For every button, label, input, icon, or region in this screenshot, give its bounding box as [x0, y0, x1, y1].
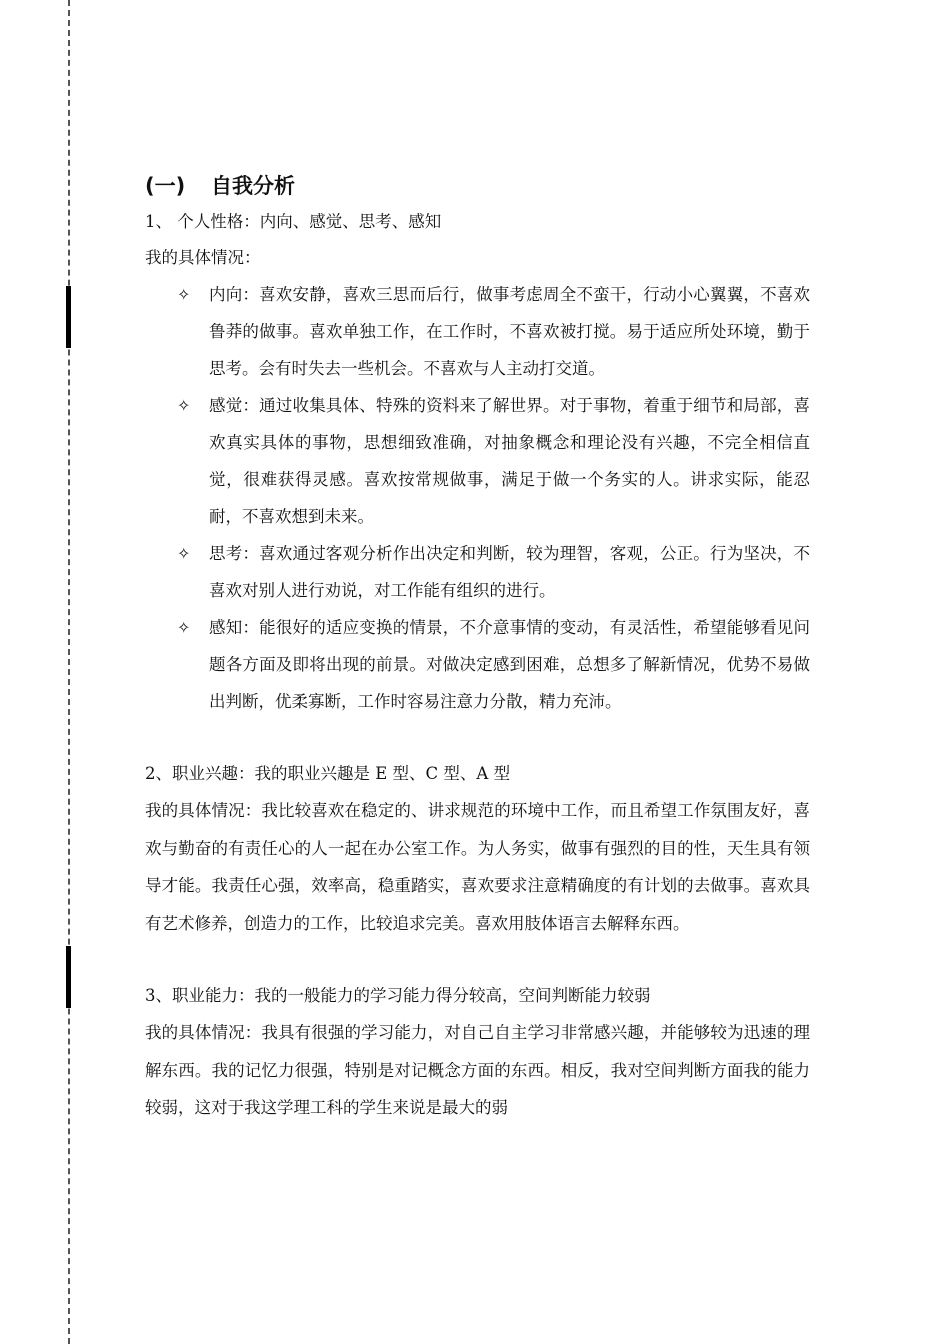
interest-paragraph: 我的具体情况：我比较喜欢在稳定的、讲求规范的环境中工作，而且希望工作氛围友好，喜欢与勤奋的有责任心的人一起在办公室工作。为人务实，做事有强烈的目的性，天生具有领导才能。我责任心强，效率高，稳重踏实，喜欢要求注意精确度的有计划的去做事。喜欢具有艺术修养，创造力的工作，比较追求完美。喜欢用肢体语言去解释东西。 [145, 801, 810, 933]
diamond-bullet-icon: ✧ [177, 396, 191, 415]
personality-list [145, 276, 810, 720]
bullet-text: 感知：能很好的适应变换的情景，不介意事情的变动，有灵活性，希望能够看见问题各方面及即将出现的前景。对做决定感到困难，总想多了解新情况，优势不易做出判断，优柔寡断，工作时容易注意力分散，精力充沛。 [209, 618, 810, 711]
diamond-bullet-icon: ✧ [177, 618, 191, 637]
list-item [145, 276, 810, 387]
spacer [145, 942, 810, 978]
ability-paragraph: 我的具体情况：我具有很强的学习能力，对自己自主学习非常感兴趣，并能够较为迅速的理解东西。我的记忆力很强，特别是对记概念方面的东西。相反，我对空间判断方面我的能力较弱，这对于我这学理工科的学生来说是最大的弱 [145, 1023, 810, 1117]
bullet-text: 思考：喜欢通过客观分析作出决定和判断，较为理智，客观，公正。行为坚决，不喜欢对别人进行劝说，对工作能有组织的进行。 [209, 544, 810, 600]
binding-mark-bottom [66, 946, 71, 1008]
binding-mark-top [66, 286, 71, 348]
diamond-bullet-icon: ✧ [177, 285, 191, 304]
list-item [145, 609, 810, 720]
spacer [145, 720, 810, 756]
diamond-bullet-icon: ✧ [177, 544, 191, 563]
list-item [145, 535, 810, 609]
bullet-text: 感觉：通过收集具体、特殊的资料来了解世界。对于事物，着重于细节和局部，喜欢真实具体的事物，思想细致准确，对抽象概念和理论没有兴趣，不完全相信直觉，很难获得灵感。喜欢按常规做事，满足于做一个务实的人。讲求实际，能忍耐，不喜欢想到未来。 [209, 396, 810, 526]
bullet-text: 内向：喜欢安静，喜欢三思而后行，做事考虑周全不蛮干，行动小心翼翼，不喜欢鲁莽的做事。喜欢单独工作，在工作时，不喜欢被打搅。易于适应所处环境，勤于思考。会有时失去一些机会。不喜欢与人主动打交道。 [209, 285, 810, 378]
list-item [145, 387, 810, 535]
section-number: (一) [145, 174, 186, 198]
ability-heading: 3、职业能力：我的一般能力的学习能力得分较高，空间判断能力较弱 [145, 986, 651, 1005]
personality-intro: 我的具体情况： [145, 248, 261, 267]
interest-heading: 2、职业兴趣：我的职业兴趣是 E 型、C 型、A 型 [145, 764, 511, 783]
binding-dashed-line [68, 0, 70, 1344]
document-body [145, 168, 810, 1127]
section-title-text: 自我分析 [211, 174, 295, 198]
section-title [145, 168, 810, 204]
personality-heading: 1、 个人性格：内向、感觉、思考、感知 [145, 212, 442, 231]
